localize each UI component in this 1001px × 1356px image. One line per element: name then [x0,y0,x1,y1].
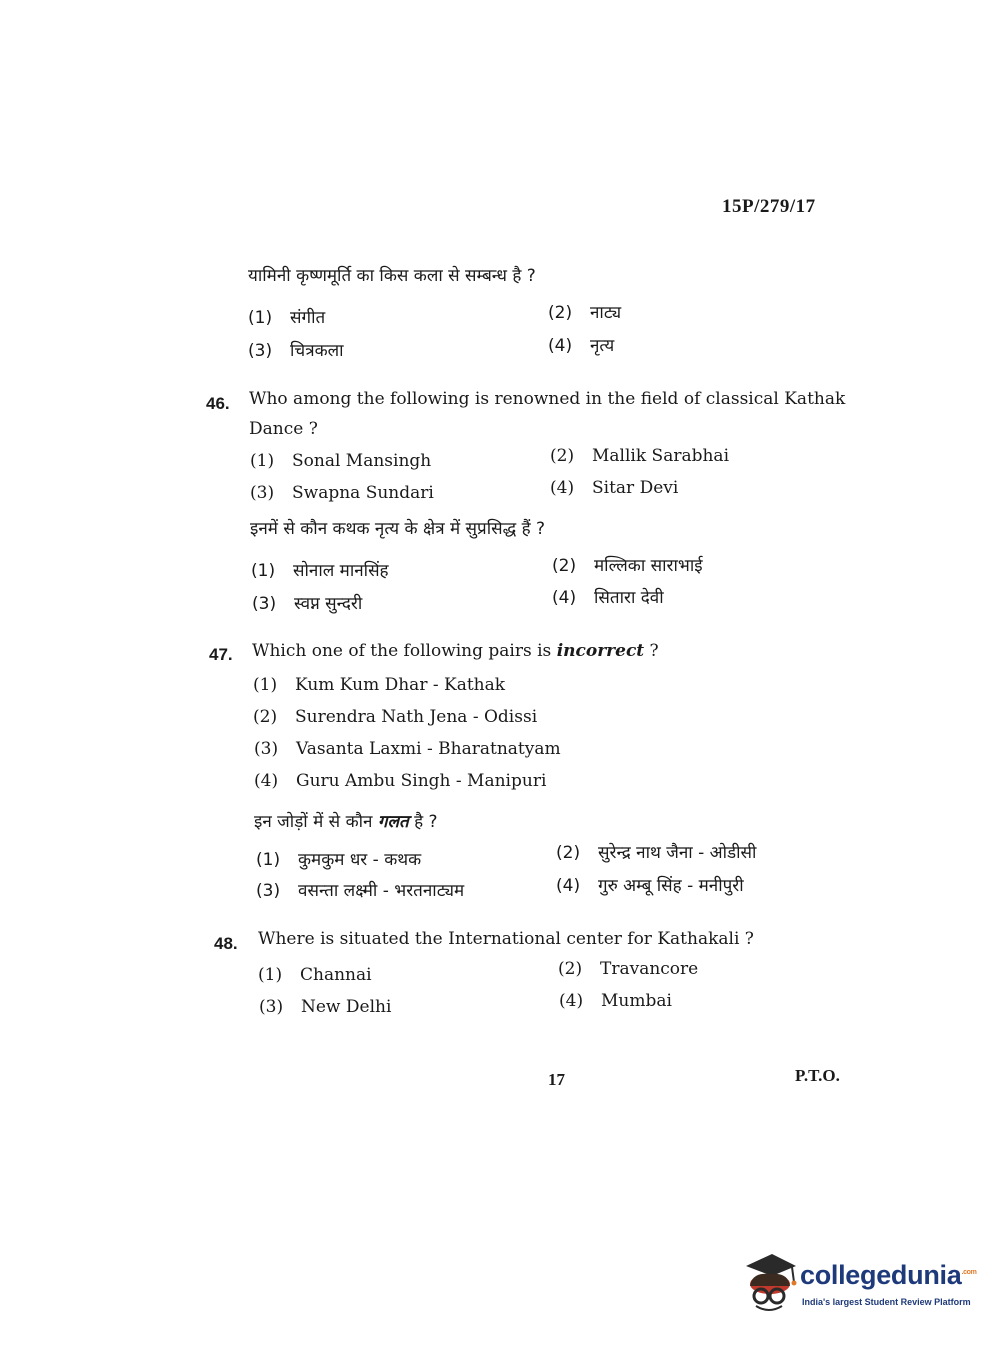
option-text: नाट्य [590,303,622,323]
option-number: (2) [556,843,581,863]
q46-hindi-option-1 [251,558,389,581]
option-number: (1) [250,451,275,471]
q45-hindi-option-2 [548,300,621,323]
q47-option-4 [254,771,546,791]
option-text: Surendra Nath Jena - Odissi [295,707,538,727]
mascot-icon [742,1252,798,1314]
brand-name: collegedunia$^{.com}$ [800,1260,977,1290]
q47-hindi-after: है ? [408,812,438,832]
option-number: (3) [252,594,277,614]
collegedunia-watermark [742,1250,977,1320]
q46-option-4 [550,478,678,498]
q47-option-3 [254,739,561,759]
q47-hindi-option-3 [256,878,464,901]
option-number: (2) [552,556,577,576]
q48-number: 48. [214,934,238,953]
option-text: संगीत [290,308,326,328]
q46-text-line1: Who among the following is renowned in the field of classical Kathak [249,389,846,409]
option-text: गुरु अम्बू सिंह - मनीपुरी [598,876,744,896]
q47-hindi-option-1 [256,847,421,870]
option-text: सितारा देवी [594,588,664,608]
q46-hindi-option-3 [252,591,362,614]
option-text: सोनाल मानसिंह [293,561,389,581]
q48-option-2 [558,959,698,979]
q46-option-3 [250,483,434,503]
option-number: (1) [258,965,283,985]
option-text: Mallik Sarabhai [592,446,730,466]
option-text: Vasanta Laxmi - Bharatnatyam [296,739,561,759]
option-number: (4) [556,876,581,896]
pto-label: P.T.O. [795,1066,840,1085]
option-text: कुमकुम धर - कथक [298,850,422,870]
q47-text-after: ? [644,641,659,661]
q46-option-2 [550,446,729,466]
option-number: (3) [248,341,273,361]
q46-hindi-option-4 [552,585,664,608]
brand-tagline: India's largest Student Review Platform [802,1297,971,1307]
q45-hindi-option-4 [548,333,614,356]
option-text: Mumbai [601,991,672,1011]
q47-hindi-option-4 [556,873,744,896]
brand-suffix: .com [961,1269,977,1276]
q48-text: Where is situated the International center for Kathakali ? [258,929,754,949]
q46-hindi-text: इनमें से कौन कथक नृत्य के क्षेत्र में सुप्रसिद्ध हैं ? [250,519,546,539]
option-text: नृत्य [590,336,615,356]
option-text: चित्रकला [290,341,344,361]
option-number: (2) [548,303,573,323]
q45-hindi-text: यामिनी कृष्णमूर्ति का किस कला से सम्बन्ध है ? [248,266,536,286]
q45-hindi-option-3 [248,338,344,361]
q47-number: 47. [209,645,233,664]
option-text: Channai [300,965,372,985]
q46-option-1 [250,451,431,471]
option-number: (2) [558,959,583,979]
option-number: (3) [250,483,275,503]
option-number: (1) [256,850,281,870]
q46-text-line2: Dance ? [249,419,318,439]
q48-option-4 [559,991,672,1011]
option-text: New Delhi [301,997,392,1017]
option-number: (1) [248,308,273,328]
q47-text-before: Which one of the following pairs is [252,641,557,661]
option-number: (4) [552,588,577,608]
option-number: (1) [253,675,278,695]
option-text: स्वप्न सुन्दरी [294,594,363,614]
option-number: (2) [253,707,278,727]
page-number: 17 [548,1070,565,1089]
option-number: (2) [550,446,575,466]
q47-text [252,640,659,662]
q47-hindi-text [254,811,438,833]
option-text: Swapna Sundari [292,483,434,503]
option-text: सुरेन्द्र नाथ जैना - ओडीसी [598,843,757,863]
option-number: (4) [550,478,575,498]
q47-hindi-before: इन जोड़ों में से कौन [254,812,378,832]
q47-hindi-option-2 [556,840,756,863]
q48-option-3 [259,997,391,1017]
option-text: Guru Ambu Singh - Manipuri [296,771,547,791]
option-number: (4) [559,991,584,1011]
option-text: वसन्ता लक्ष्मी - भरतनाट्यम [298,881,465,901]
option-text: मल्लिका साराभाई [594,556,703,576]
option-text: Sitar Devi [592,478,679,498]
q47-text-emphasis: incorrect [556,641,645,661]
q47-option-1 [253,675,505,695]
q45-hindi-option-1 [248,305,325,328]
option-number: (1) [251,561,276,581]
option-number: (3) [256,881,281,901]
option-text: Kum Kum Dhar - Kathak [295,675,506,695]
option-number: (4) [254,771,279,791]
option-number: (3) [254,739,279,759]
option-number: (4) [548,336,573,356]
option-number: (3) [259,997,284,1017]
q46-number: 46. [206,394,230,413]
paper-code: 15P/279/17 [722,196,816,217]
q47-option-2 [253,707,537,727]
q47-hindi-emphasis: गलत [377,812,409,832]
q48-option-1 [258,965,372,985]
q46-hindi-option-2 [552,553,703,576]
option-text: Sonal Mansingh [292,451,432,471]
option-text: Travancore [600,959,699,979]
